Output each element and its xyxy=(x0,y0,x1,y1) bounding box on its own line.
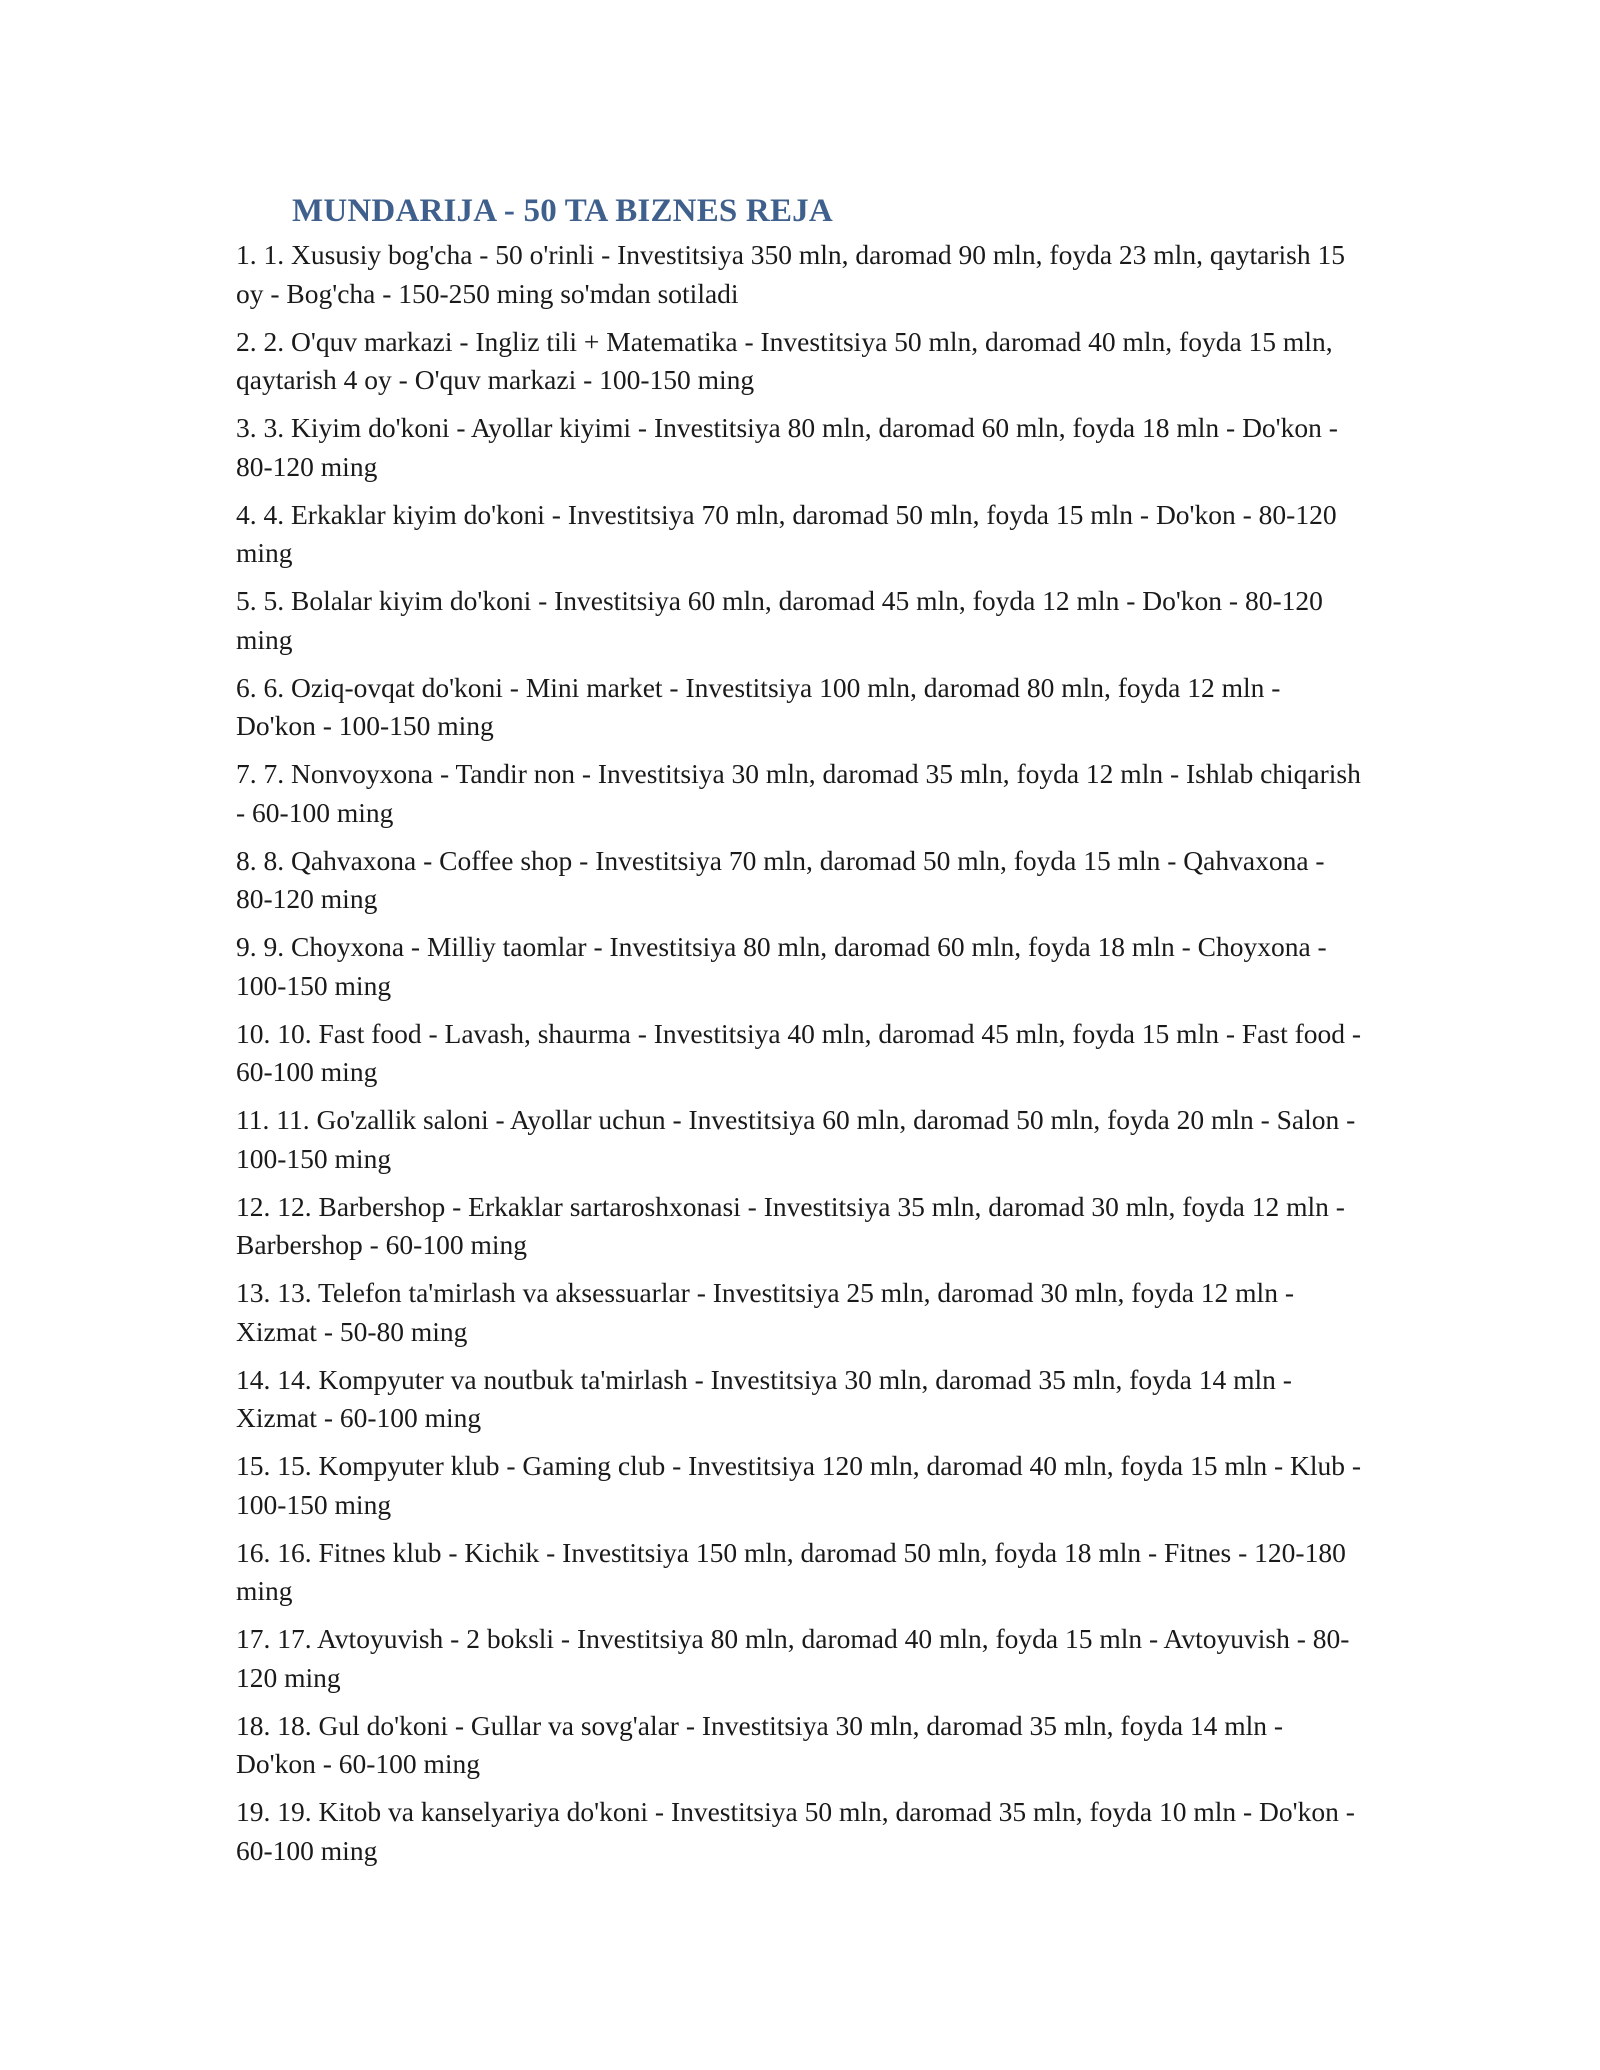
list-item: 9. 9. Choyxona - Milliy taomlar - Investitsiya 80 mln, daromad 60 mln, foyda 18 mln - Choyxona - 100-150 ming xyxy=(236,931,1327,1001)
list-item: 1. 1. Xususiy bog'cha - 50 o'rinli - Investitsiya 350 mln, daromad 90 mln, foyda 23 mln, qaytarish 15 oy - Bog'cha - 150-250 ming so'mdan sotiladi xyxy=(236,239,1345,309)
list-item: 6. 6. Oziq-ovqat do'koni - Mini market - Investitsiya 100 mln, daromad 80 mln, foyda 12 mln - Do'kon - 100-150 ming xyxy=(236,671,1281,741)
list-item: 3. 3. Kiyim do'koni - Ayollar kiyimi - Investitsiya 80 mln, daromad 60 mln, foyda 18 mln - Do'kon - 80-120 ming xyxy=(236,412,1338,482)
list-item: 14. 14. Kompyuter va noutbuk ta'mirlash - Investitsiya 30 mln, daromad 35 mln, foyda 14 mln - Xizmat - 60-100 ming xyxy=(236,1363,1292,1433)
list-item: 2. 2. O'quv markazi - Ingliz tili + Matematika - Investitsiya 50 mln, daromad 40 mln, foyda 15 mln, qaytarish 4 oy - O'quv markazi - 100-150 ming xyxy=(236,325,1333,395)
list-item: 13. 13. Telefon ta'mirlash va aksessuarlar - Investitsiya 25 mln, daromad 30 mln, foyda 12 mln - Xizmat - 50-80 ming xyxy=(236,1277,1294,1347)
list-item: 8. 8. Qahvaxona - Coffee shop - Investitsiya 70 mln, daromad 50 mln, foyda 15 mln - Qahvaxona - 80-120 ming xyxy=(236,844,1325,914)
list-item: 15. 15. Kompyuter klub - Gaming club - Investitsiya 120 mln, daromad 40 mln, foyda 15 mln - Klub - 100-150 ming xyxy=(236,1450,1362,1520)
list-item: 18. 18. Gul do'koni - Gullar va sovg'alar - Investitsiya 30 mln, daromad 35 mln, foyda 14 mln - Do'kon - 60-100 ming xyxy=(236,1709,1284,1779)
list-item: 17. 17. Avtoyuvish - 2 boksli - Investitsiya 80 mln, daromad 40 mln, foyda 15 mln - Avtoyuvish - 80-120 ming xyxy=(236,1623,1350,1693)
page-title: MUNDARIJA - 50 TA BIZNES REJA xyxy=(292,193,833,229)
list-item: 7. 7. Nonvoyxona - Tandir non - Investitsiya 30 mln, daromad 35 mln, foyda 12 mln - Ishlab chiqarish - 60-100 ming xyxy=(236,758,1361,828)
list-item: 11. 11. Go'zallik saloni - Ayollar uchun - Investitsiya 60 mln, daromad 50 mln, foyda 20 mln - Salon - 100-150 ming xyxy=(236,1104,1356,1174)
list-item: 12. 12. Barbershop - Erkaklar sartaroshxonasi - Investitsiya 35 mln, daromad 30 mln, foyda 12 mln - Barbershop - 60-100 ming xyxy=(236,1190,1345,1260)
document-page xyxy=(236,188,1366,1880)
list-item: 16. 16. Fitnes klub - Kichik - Investitsiya 150 mln, daromad 50 mln, foyda 18 mln - Fitnes - 120-180 ming xyxy=(236,1536,1346,1606)
list-item: 4. 4. Erkaklar kiyim do'koni - Investitsiya 70 mln, daromad 50 mln, foyda 15 mln - Do'kon - 80-120 ming xyxy=(236,498,1337,568)
list-item: 19. 19. Kitob va kanselyariya do'koni - Investitsiya 50 mln, daromad 35 mln, foyda 10 mln - Do'kon - 60-100 ming xyxy=(236,1796,1355,1866)
list-item: 10. 10. Fast food - Lavash, shaurma - Investitsiya 40 mln, daromad 45 mln, foyda 15 mln - Fast food - 60-100 ming xyxy=(236,1017,1362,1087)
list-item: 5. 5. Bolalar kiyim do'koni - Investitsiya 60 mln, daromad 45 mln, foyda 12 mln - Do'kon - 80-120 ming xyxy=(236,585,1323,655)
toc-list xyxy=(236,236,1366,1870)
